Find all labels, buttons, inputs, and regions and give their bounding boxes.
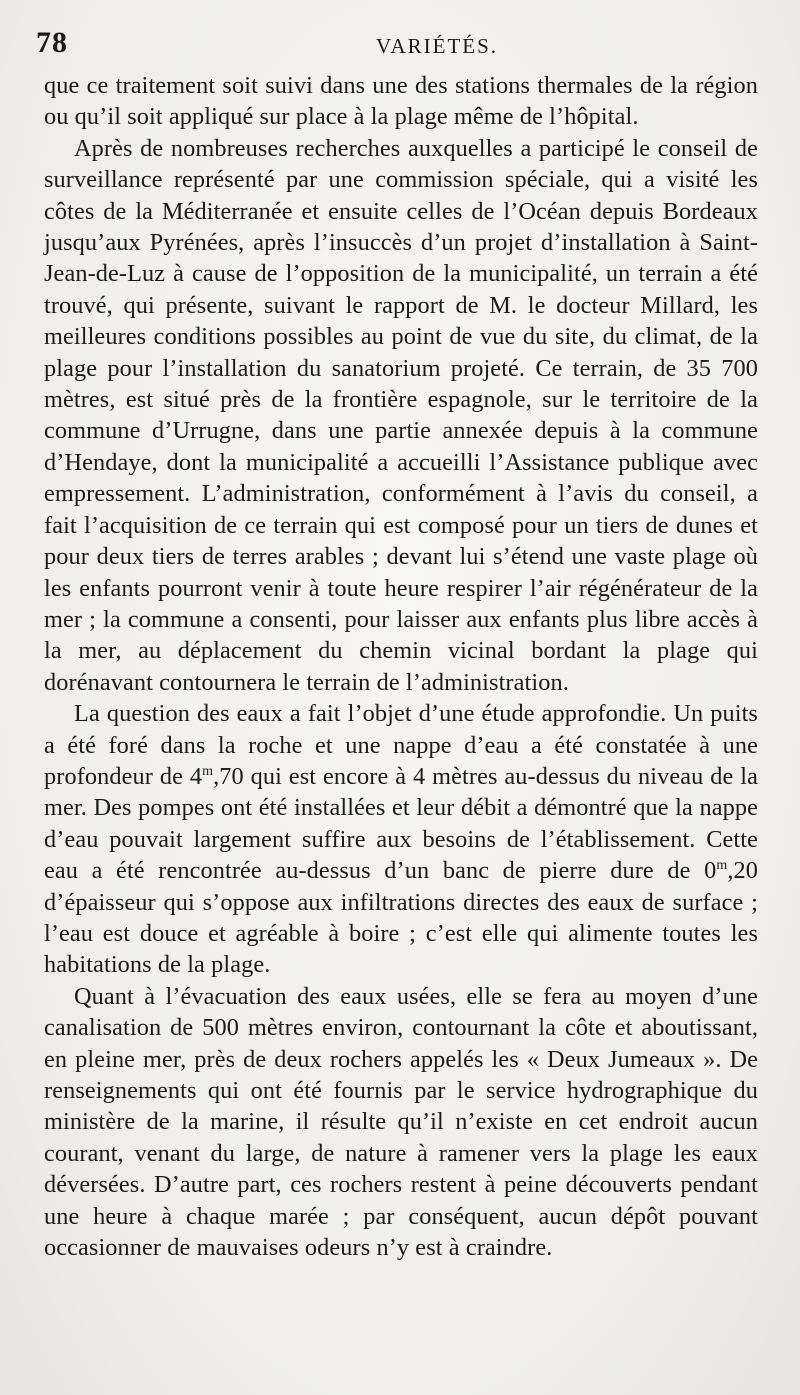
meter-superscript: m [202, 763, 214, 779]
water-text-part3: ,20 d’épaisseur qui s’oppose aux infiltrations directes des eaux de surface ; l’eau est douce et agréable à boire ; c’est elle qui alimente toutes les habitations de la plage. [44, 857, 758, 979]
water-text-part1: La question des eaux a fait l’objet d’une étude approfondie. Un puits a été foré dans la roche et une nappe d’eau a été constatée à une profondeur de 4 [44, 700, 758, 790]
paragraph-site: Après de nombreuses recherches auxquelles a participé le conseil de surveillance représenté par une commission spéciale, qui a visité les côtes de la Méditerranée et ensuite celles de l’Océan depuis Bordeaux jusqu’aux Pyrénées, après l’insuccès d’un projet d’installation à Saint-Jean-de-Luz à cause de l’opposition de la municipalité, un terrain a été trouvé, qui présente, suivant le rapport de M. le docteur Millard, les meilleures conditions possibles au point de vue du site, du climat, de la plage pour l’installation du sanatorium projeté. Ce terrain, de 35 700 mètres, est situé près de la frontière espagnole, sur le territoire de la commune d’Urrugne, dans une partie annexée depuis à la commune d’Hendaye, dont la municipalité a accueilli l’Assistance publique avec empressement. L’administration, conformément à l’avis du conseil, a fait l’acquisition de ce terrain qui est composé pour un tiers de dunes et pour deux tiers de terres arables ; devant lui s’étend une vaste plage où les enfants pourront venir à toute heure respirer l’air régénérateur de la mer ; la commune a consenti, pour laisser aux enfants plus libre accès à la mer, au déplacement du chemin vicinal bordant la plage qui dorénavant contournera le terrain de l’administration. [44, 134, 758, 696]
paragraph-drainage: Quant à l’évacuation des eaux usées, elle se fera au moyen d’une canalisation de 500 mètres environ, contournant la côte et aboutissant, en pleine mer, près de deux rochers appelés les « Deux Jumeaux ». De renseignements qui ont été fournis par le service hydrographique du ministère de la marine, il résulte qu’il n’existe en cet endroit aucun courant, venant du large, de nature à ramener vers la plage les eaux déversées. D’autre part, ces rochers restent à peine découverts pendant une heure à chaque marée ; par conséquent, aucun dépôt pouvant occasionner de mauvaises odeurs n’y est à craindre. [44, 982, 758, 1262]
paragraph-continued: que ce traitement soit suivi dans une des stations thermales de la région ou qu’il soit appliqué sur place à la plage même de l’hôpital. [44, 72, 758, 131]
running-title: VARIÉTÉS. [376, 34, 499, 58]
paragraph-water [44, 698, 758, 981]
water-text-part2: ,70 qui est encore à 4 mètres au-dessus du niveau de la mer. Des pompes ont été installées et leur débit a démontré que la nappe d’eau pouvait largement suffire aux besoins de l’établissement. Cette eau a été rencontrée au-dessus d’un banc de pierre dure de 0 [44, 762, 758, 885]
body-text [44, 70, 758, 1263]
page-number: 78 [36, 26, 68, 59]
meter-superscript: m [716, 858, 728, 874]
running-head [36, 26, 766, 60]
